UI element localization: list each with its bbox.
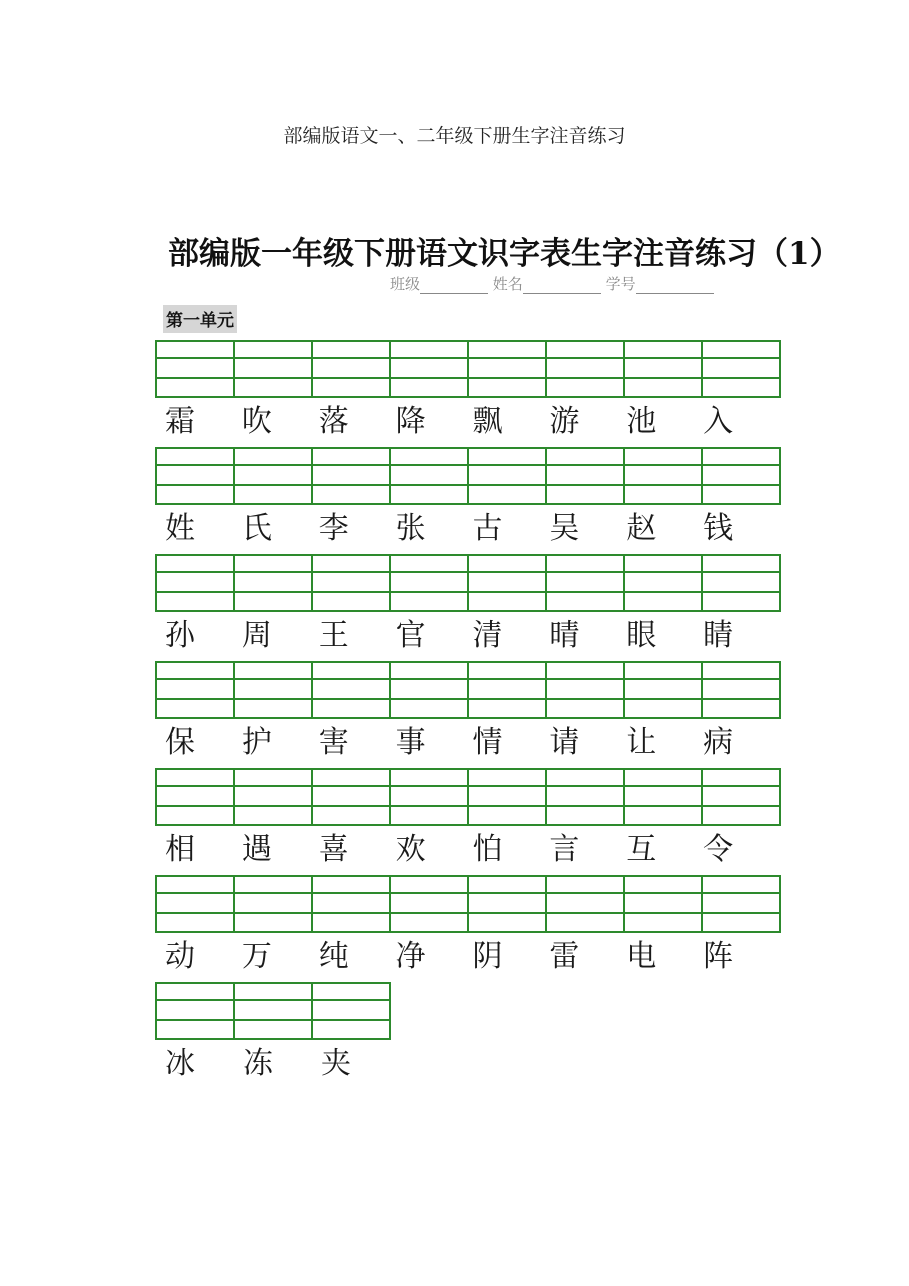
character-row bbox=[155, 725, 780, 761]
pinyin-writing-cell[interactable] bbox=[391, 875, 469, 933]
pinyin-writing-cell[interactable] bbox=[391, 554, 469, 612]
pinyin-writing-cell[interactable] bbox=[157, 875, 235, 933]
pinyin-writing-cell[interactable] bbox=[157, 340, 235, 398]
hanzi-character: 睛 bbox=[703, 618, 734, 653]
class-label: 班级 bbox=[390, 275, 421, 293]
hanzi-character: 事 bbox=[395, 725, 426, 760]
pinyin-writing-cell[interactable] bbox=[313, 554, 391, 612]
pinyin-writing-cell[interactable] bbox=[703, 447, 781, 505]
pinyin-writing-cell[interactable] bbox=[547, 340, 625, 398]
pinyin-writing-cell[interactable] bbox=[469, 340, 547, 398]
hanzi-character: 夹 bbox=[321, 1046, 351, 1081]
hanzi-character: 害 bbox=[318, 725, 349, 760]
worksheet-title: 部编版一年级下册语文识字表生字注音练习（1） bbox=[168, 236, 841, 272]
pinyin-writing-cell[interactable] bbox=[391, 768, 469, 826]
hanzi-character: 张 bbox=[395, 511, 426, 546]
pinyin-writing-cell[interactable] bbox=[157, 661, 235, 719]
pinyin-grid bbox=[155, 447, 781, 505]
pinyin-writing-cell[interactable] bbox=[625, 768, 703, 826]
pinyin-writing-cell[interactable] bbox=[235, 661, 313, 719]
pinyin-writing-cell[interactable] bbox=[547, 768, 625, 826]
practice-row bbox=[155, 340, 780, 447]
pinyin-writing-cell[interactable] bbox=[391, 447, 469, 505]
hanzi-character: 欢 bbox=[395, 832, 426, 867]
hanzi-character: 冰 bbox=[165, 1046, 195, 1081]
practice-row bbox=[155, 447, 780, 554]
hanzi-character: 池 bbox=[626, 404, 657, 439]
hanzi-character: 令 bbox=[703, 832, 734, 867]
hanzi-character: 吴 bbox=[549, 511, 580, 546]
hanzi-character: 李 bbox=[318, 511, 349, 546]
hanzi-character: 阵 bbox=[703, 939, 734, 974]
hanzi-character: 遇 bbox=[241, 832, 272, 867]
hanzi-character: 飘 bbox=[472, 404, 503, 439]
hanzi-character: 氏 bbox=[241, 511, 272, 546]
hanzi-character: 落 bbox=[318, 404, 349, 439]
pinyin-writing-cell[interactable] bbox=[157, 768, 235, 826]
pinyin-grid bbox=[155, 554, 781, 612]
pinyin-writing-cell[interactable] bbox=[235, 768, 313, 826]
document-header: 部编版语文一、二年级下册生字注音练习 bbox=[283, 125, 626, 147]
character-row bbox=[155, 832, 780, 868]
pinyin-writing-cell[interactable] bbox=[235, 447, 313, 505]
pinyin-writing-cell[interactable] bbox=[157, 447, 235, 505]
pinyin-writing-cell[interactable] bbox=[625, 661, 703, 719]
pinyin-writing-cell[interactable] bbox=[625, 340, 703, 398]
unit-label: 第一单元 bbox=[163, 305, 237, 333]
hanzi-character: 姓 bbox=[165, 511, 195, 546]
character-row bbox=[155, 618, 780, 654]
pinyin-writing-cell[interactable] bbox=[235, 340, 313, 398]
pinyin-grid bbox=[155, 875, 781, 933]
practice-row bbox=[155, 554, 780, 661]
hanzi-character: 怕 bbox=[472, 832, 503, 867]
hanzi-character: 钱 bbox=[703, 511, 734, 546]
hanzi-character: 清 bbox=[472, 618, 503, 653]
pinyin-writing-cell[interactable] bbox=[313, 875, 391, 933]
pinyin-writing-cell[interactable] bbox=[703, 554, 781, 612]
pinyin-writing-cell[interactable] bbox=[703, 768, 781, 826]
pinyin-writing-cell[interactable] bbox=[313, 661, 391, 719]
pinyin-writing-cell[interactable] bbox=[547, 554, 625, 612]
pinyin-writing-cell[interactable] bbox=[235, 982, 313, 1040]
pinyin-writing-cell[interactable] bbox=[157, 982, 235, 1040]
pinyin-writing-cell[interactable] bbox=[391, 661, 469, 719]
pinyin-writing-cell[interactable] bbox=[703, 661, 781, 719]
pinyin-writing-cell[interactable] bbox=[235, 554, 313, 612]
pinyin-writing-cell[interactable] bbox=[469, 447, 547, 505]
hanzi-character: 动 bbox=[165, 939, 195, 974]
character-row bbox=[155, 939, 780, 975]
character-row bbox=[155, 511, 780, 547]
hanzi-character: 请 bbox=[549, 725, 580, 760]
pinyin-grid bbox=[155, 340, 781, 398]
pinyin-writing-cell[interactable] bbox=[313, 982, 391, 1040]
pinyin-grid bbox=[155, 982, 391, 1040]
pinyin-writing-cell[interactable] bbox=[313, 447, 391, 505]
character-row bbox=[155, 404, 780, 440]
pinyin-writing-cell[interactable] bbox=[547, 875, 625, 933]
number-label: 学号 bbox=[605, 275, 636, 293]
number-blank[interactable] bbox=[636, 277, 714, 294]
name-label: 姓名 bbox=[492, 275, 523, 293]
hanzi-character: 周 bbox=[241, 618, 272, 653]
pinyin-writing-cell[interactable] bbox=[625, 875, 703, 933]
practice-row bbox=[155, 661, 780, 768]
hanzi-character: 孙 bbox=[165, 618, 195, 653]
hanzi-character: 冻 bbox=[243, 1046, 273, 1081]
hanzi-character: 降 bbox=[395, 404, 426, 439]
student-info-line bbox=[390, 273, 714, 294]
pinyin-grid bbox=[155, 768, 781, 826]
pinyin-writing-cell[interactable] bbox=[157, 554, 235, 612]
hanzi-character: 官 bbox=[395, 618, 426, 653]
pinyin-writing-cell[interactable] bbox=[313, 768, 391, 826]
hanzi-character: 游 bbox=[549, 404, 580, 439]
pinyin-writing-cell[interactable] bbox=[703, 340, 781, 398]
hanzi-character: 电 bbox=[626, 939, 657, 974]
hanzi-character: 入 bbox=[703, 404, 734, 439]
practice-row bbox=[155, 982, 780, 1089]
hanzi-character: 护 bbox=[241, 725, 272, 760]
pinyin-writing-cell[interactable] bbox=[469, 661, 547, 719]
hanzi-character: 病 bbox=[703, 725, 734, 760]
hanzi-character: 互 bbox=[626, 832, 657, 867]
name-blank[interactable] bbox=[523, 277, 601, 294]
pinyin-writing-cell[interactable] bbox=[547, 447, 625, 505]
hanzi-character: 喜 bbox=[318, 832, 349, 867]
pinyin-writing-cell[interactable] bbox=[703, 875, 781, 933]
pinyin-writing-cell[interactable] bbox=[469, 554, 547, 612]
pinyin-writing-cell[interactable] bbox=[391, 340, 469, 398]
pinyin-writing-cell[interactable] bbox=[313, 340, 391, 398]
hanzi-character: 阴 bbox=[472, 939, 503, 974]
pinyin-writing-cell[interactable] bbox=[625, 554, 703, 612]
pinyin-writing-cell[interactable] bbox=[469, 875, 547, 933]
hanzi-character: 相 bbox=[165, 832, 195, 867]
hanzi-character: 雷 bbox=[549, 939, 580, 974]
practice-row bbox=[155, 875, 780, 982]
hanzi-character: 眼 bbox=[626, 618, 657, 653]
pinyin-writing-cell[interactable] bbox=[547, 661, 625, 719]
hanzi-character: 情 bbox=[472, 725, 503, 760]
hanzi-character: 万 bbox=[241, 939, 272, 974]
hanzi-character: 言 bbox=[549, 832, 580, 867]
hanzi-character: 纯 bbox=[318, 939, 349, 974]
hanzi-character: 净 bbox=[395, 939, 426, 974]
hanzi-character: 让 bbox=[626, 725, 657, 760]
hanzi-character: 晴 bbox=[549, 618, 580, 653]
hanzi-character: 古 bbox=[472, 511, 503, 546]
pinyin-writing-cell[interactable] bbox=[625, 447, 703, 505]
hanzi-character: 吹 bbox=[241, 404, 272, 439]
hanzi-character: 王 bbox=[318, 618, 349, 653]
practice-rows bbox=[155, 340, 780, 1089]
character-row bbox=[155, 1046, 780, 1082]
practice-row bbox=[155, 768, 780, 875]
pinyin-grid bbox=[155, 661, 781, 719]
hanzi-character: 赵 bbox=[626, 511, 657, 546]
class-blank[interactable] bbox=[420, 277, 488, 294]
hanzi-character: 保 bbox=[165, 725, 195, 760]
pinyin-writing-cell[interactable] bbox=[235, 875, 313, 933]
pinyin-writing-cell[interactable] bbox=[469, 768, 547, 826]
hanzi-character: 霜 bbox=[165, 404, 195, 439]
